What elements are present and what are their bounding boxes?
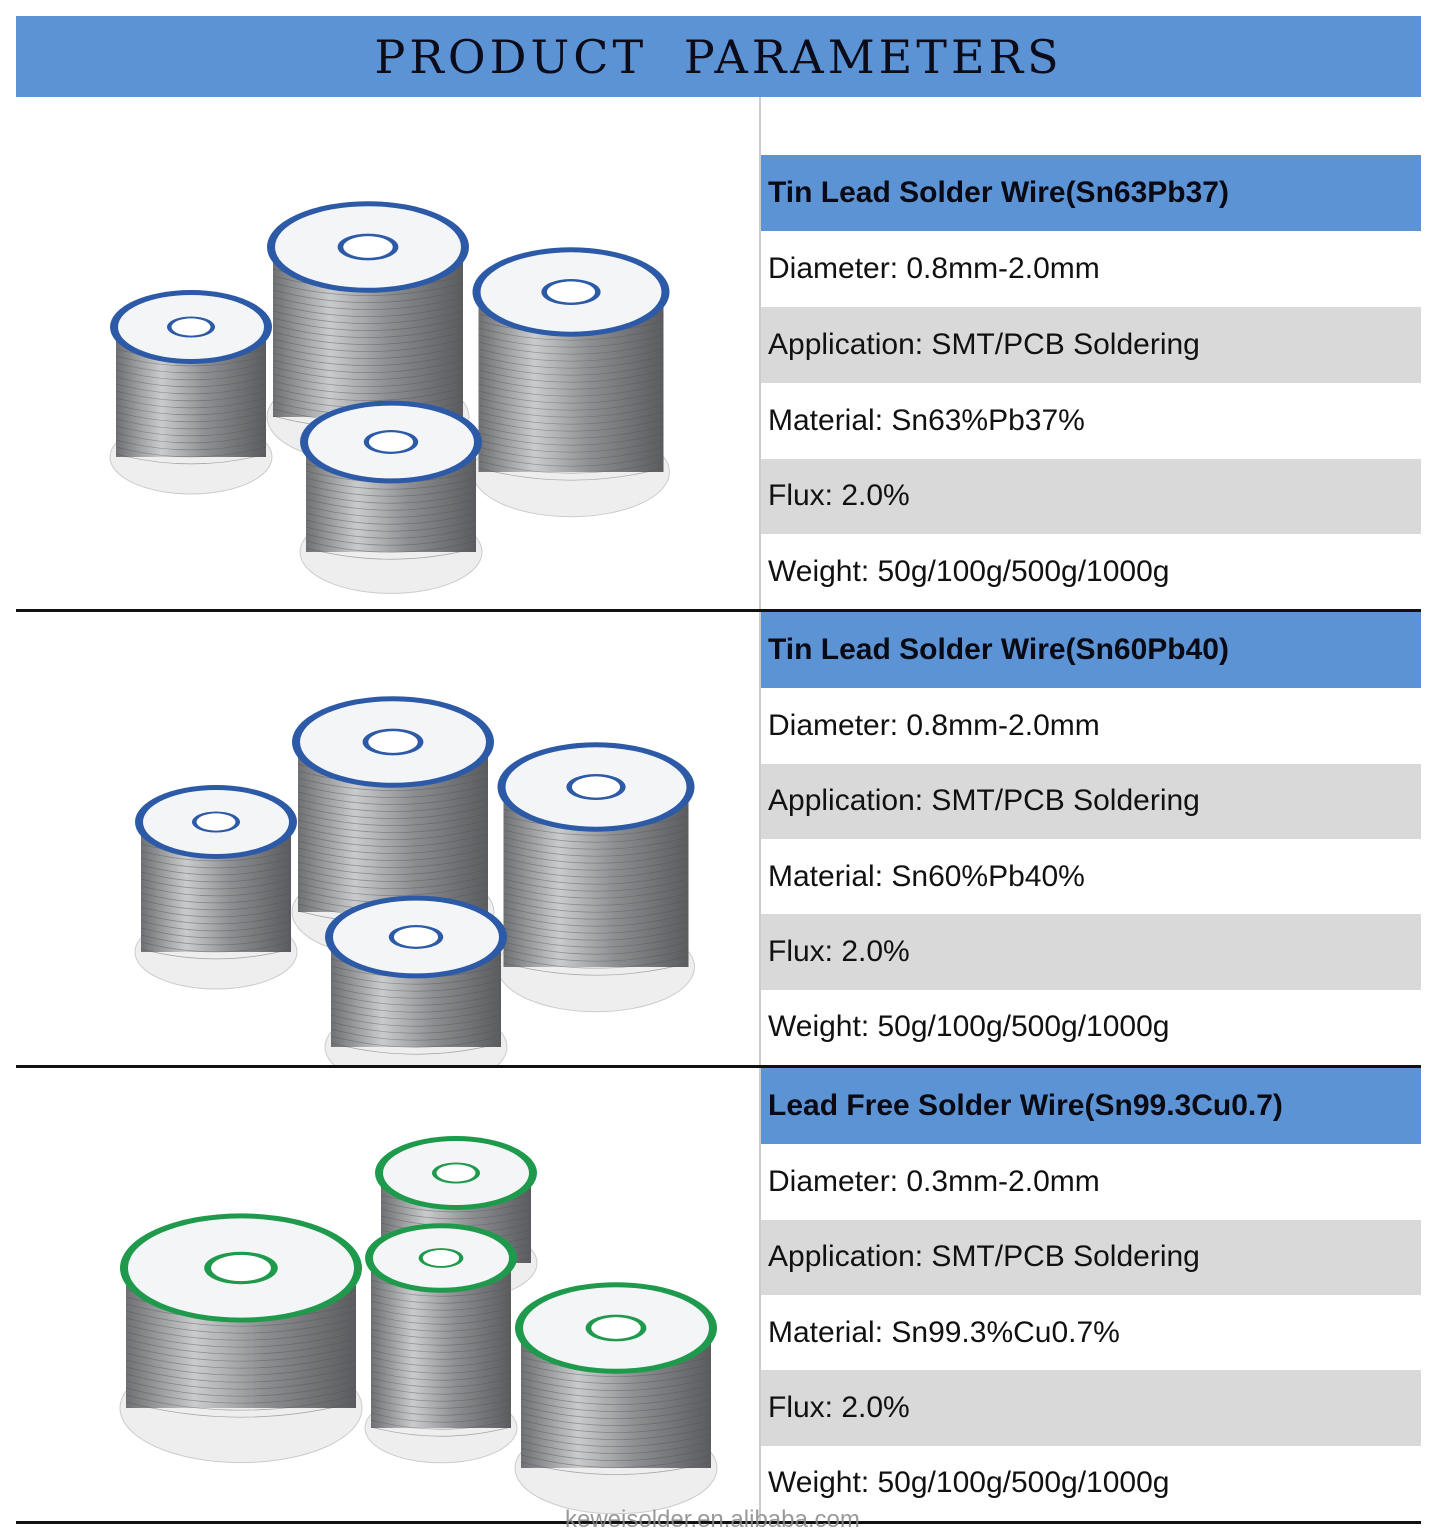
product-section-1 <box>16 97 1421 610</box>
param-application: Application: SMT/PCB Soldering <box>761 764 1421 839</box>
product-image-1 <box>16 97 761 610</box>
solder-spool <box>135 785 297 989</box>
solder-spools-image <box>16 97 761 610</box>
solder-spools-image <box>16 1068 761 1521</box>
solder-spools-image <box>16 612 761 1065</box>
param-material: Material: Sn60%Pb40% <box>768 859 1085 893</box>
watermark: keweisolder.en.alibaba.com <box>565 1506 860 1533</box>
blank-row <box>761 97 1421 155</box>
param-diameter: Diameter: 0.8mm-2.0mm <box>768 708 1100 742</box>
param-flux: Flux: 2.0% <box>761 1370 1421 1445</box>
solder-spool <box>498 742 695 1011</box>
product-section-3 <box>16 1068 1421 1521</box>
param-weight: Weight: 50g/100g/500g/1000g <box>768 1466 1170 1500</box>
param-application: Application: SMT/PCB Soldering <box>761 1220 1421 1295</box>
solder-spool <box>365 1223 517 1463</box>
param-flux: Flux: 2.0% <box>761 914 1421 989</box>
param-weight: Weight: 50g/100g/500g/1000g <box>768 555 1170 589</box>
param-diameter: Diameter: 0.3mm-2.0mm <box>768 1164 1100 1198</box>
solder-spool <box>473 247 670 516</box>
solder-spool <box>110 290 272 494</box>
param-application: Application: SMT/PCB Soldering <box>761 307 1421 383</box>
param-diameter: Diameter: 0.8mm-2.0mm <box>768 252 1100 286</box>
param-weight: Weight: 50g/100g/500g/1000g <box>768 1010 1170 1044</box>
param-material: Material: Sn99.3%Cu0.7% <box>768 1315 1120 1349</box>
product-section-2 <box>16 612 1421 1065</box>
product-image-3 <box>16 1068 761 1521</box>
product-title: Tin Lead Solder Wire(Sn63Pb37) <box>761 155 1421 232</box>
solder-spool <box>325 896 507 1065</box>
page-header <box>16 16 1421 97</box>
page-title: PRODUCT PARAMETERS <box>374 29 1063 84</box>
solder-spool <box>300 401 482 594</box>
product-image-2 <box>16 612 761 1065</box>
param-flux: Flux: 2.0% <box>761 459 1421 535</box>
product-title: Tin Lead Solder Wire(Sn60Pb40) <box>761 612 1421 688</box>
param-material: Material: Sn63%Pb37% <box>768 403 1085 437</box>
solder-spool <box>120 1213 362 1462</box>
product-title: Lead Free Solder Wire(Sn99.3Cu0.7) <box>761 1068 1421 1144</box>
solder-spool <box>515 1282 717 1514</box>
